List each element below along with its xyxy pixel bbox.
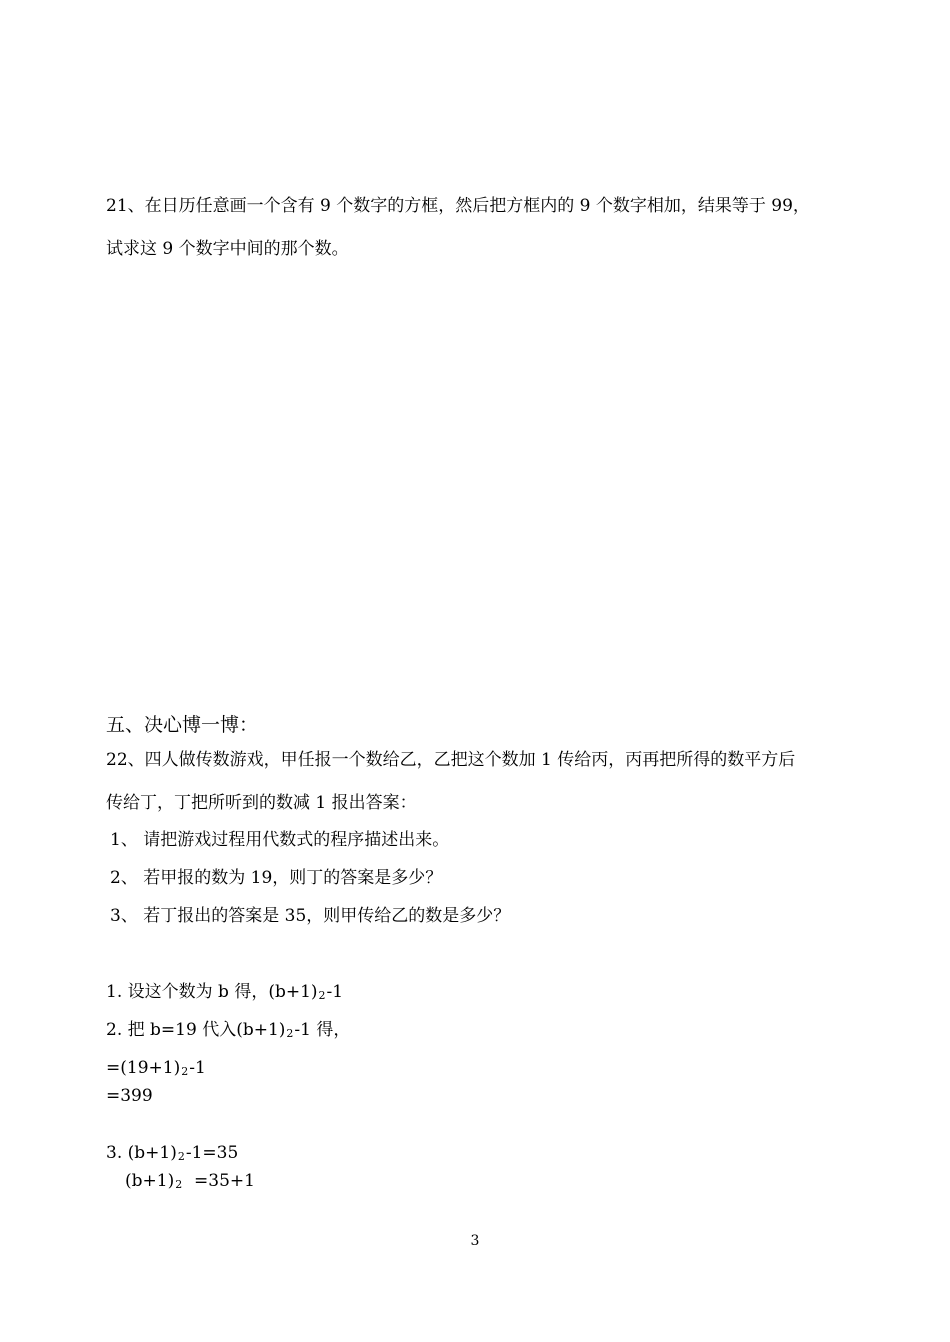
question-21-line-2: 试求这 9 个数字中间的那个数。	[106, 239, 349, 259]
answer-3-step-1-exponent: 2	[175, 1178, 183, 1191]
answer-2-step-1-exponent: 2	[181, 1065, 189, 1078]
question-22-line-1: 22、四人做传数游戏，甲任报一个数给乙，乙把这个数加 1 传给丙，丙再把所得的数平方后	[106, 750, 796, 770]
answer-3-step-1	[125, 1170, 255, 1196]
question-22-item-1: 1、 请把游戏过程用代数式的程序描述出来。	[110, 830, 450, 850]
answer-3	[106, 1142, 238, 1168]
answer-1-exponent: 2	[318, 989, 326, 1002]
answer-3-step-1-text: (b+1)	[125, 1171, 175, 1191]
question-21-line-1: 21、在日历任意画一个含有 9 个数字的方框，然后把方框内的 9 个数字相加，结果等于 99，	[106, 196, 810, 216]
answer-2-text: 2. 把 b=19 代入(b+1)	[106, 1020, 286, 1040]
answer-3-exponent: 2	[177, 1150, 185, 1163]
question-22-line-2: 传给丁，丁把所听到的数减 1 报出答案：	[106, 793, 417, 813]
answer-3-step-1-suffix: =35+1	[183, 1171, 255, 1191]
answer-3-suffix: -1=35	[185, 1143, 239, 1163]
section-5-heading: 五、决心博一博：	[106, 714, 259, 736]
answer-1-text: 1. 设这个数为 b 得，(b+1)	[106, 982, 318, 1002]
answer-2	[106, 1019, 350, 1045]
answer-2-step-1	[106, 1057, 206, 1083]
answer-3-text: 3. (b+1)	[106, 1143, 177, 1163]
page-number: 3	[470, 1233, 480, 1249]
answer-2-step-1-suffix: -1	[189, 1058, 206, 1078]
question-22-item-3: 3、 若丁报出的答案是 35，则甲传给乙的数是多少？	[110, 906, 511, 926]
answer-2-step-1-text: =(19+1)	[106, 1058, 181, 1078]
answer-1-suffix: -1	[326, 982, 344, 1002]
answer-2-exponent: 2	[286, 1027, 294, 1040]
question-22-item-2: 2、 若甲报的数为 19，则丁的答案是多少？	[110, 868, 443, 888]
answer-2-suffix: -1 得，	[294, 1020, 351, 1040]
answer-1	[106, 981, 343, 1007]
answer-2-step-2: =399	[106, 1086, 153, 1106]
